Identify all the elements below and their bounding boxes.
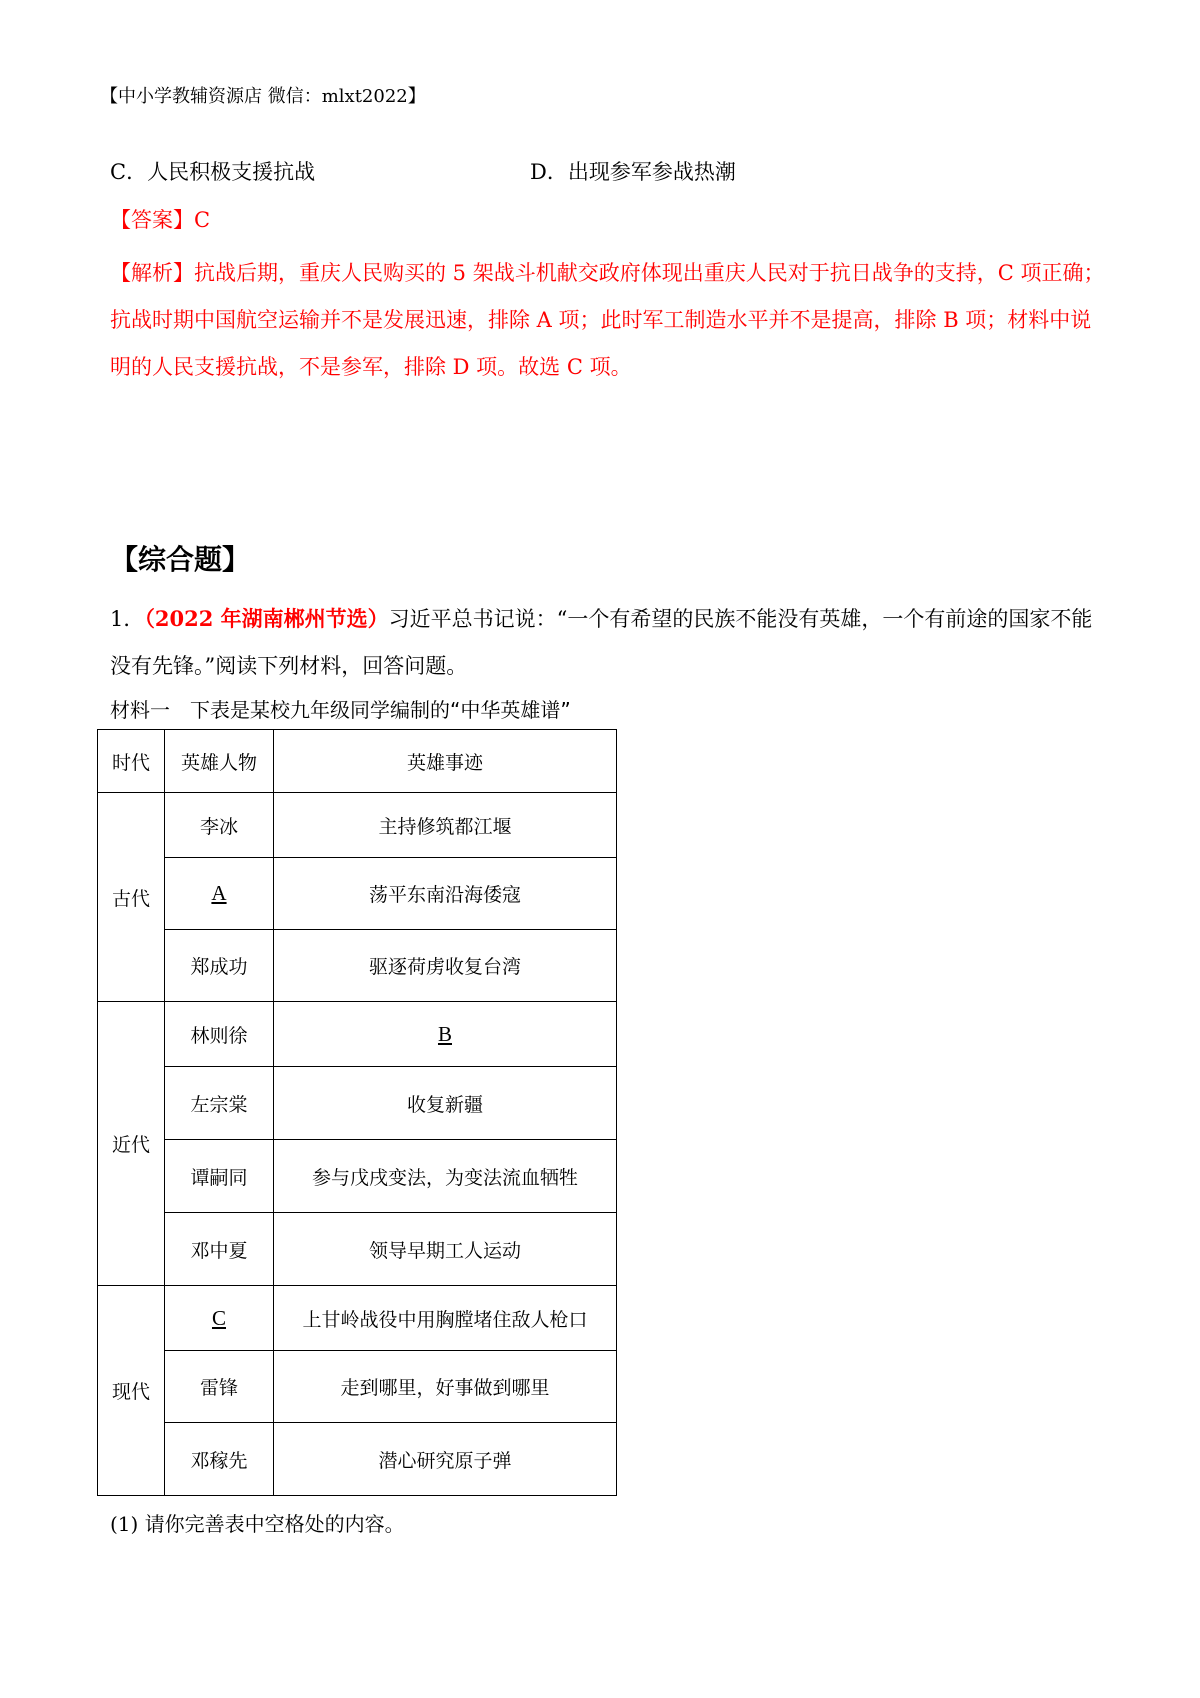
header-deed: 英雄事迹 (274, 730, 617, 793)
table-row (98, 793, 617, 858)
question-text: 习近平总书记说：“一个有希望的民族不能没有英雄，一个有前途的国家不能没有先锋。”阅读下列材料，回答问题。 (110, 607, 1093, 678)
name-cell: 林则徐 (165, 1002, 274, 1067)
name-cell: 邓稼先 (165, 1423, 274, 1496)
table-row (98, 1140, 617, 1213)
blank-b: B (437, 1021, 452, 1046)
hero-table (97, 729, 617, 1496)
option-c: C．人民积极支援抗战 (110, 160, 316, 184)
name-cell (165, 858, 274, 930)
question-number: 1． (110, 607, 145, 631)
table-header-row (98, 730, 617, 793)
question-source: （2022 年湖南郴州节选） (144, 606, 389, 631)
header-era: 时代 (98, 730, 165, 793)
section-title: 【综合题】 (110, 543, 251, 576)
name-cell: 左宗棠 (165, 1067, 274, 1140)
page-header: 【中小学教辅资源店 微信：mlxt2022】 (100, 86, 426, 107)
table-row (98, 930, 617, 1002)
blank-a: A (211, 881, 227, 905)
deed-cell: 参与戊戌变法，为变法流血牺牲 (274, 1140, 617, 1213)
deed-cell: 领导早期工人运动 (274, 1213, 617, 1286)
table-row (98, 1213, 617, 1286)
era-cell: 古代 (98, 793, 165, 1002)
material-intro: 材料一 下表是某校九年级同学编制的“中华英雄谱” (110, 698, 571, 722)
deed-cell: 走到哪里，好事做到哪里 (274, 1351, 617, 1423)
blank-c: C (211, 1305, 226, 1330)
header-name: 英雄人物 (165, 730, 274, 793)
deed-cell: 收复新疆 (274, 1067, 617, 1140)
name-cell (165, 1286, 274, 1351)
question-1 (110, 595, 1110, 690)
deed-cell: 潜心研究原子弹 (274, 1423, 617, 1496)
name-cell: 邓中夏 (165, 1213, 274, 1286)
era-cell: 近代 (98, 1002, 165, 1286)
table-row (98, 1002, 617, 1067)
name-cell: 谭嗣同 (165, 1140, 274, 1213)
name-cell: 郑成功 (165, 930, 274, 1002)
table-row (98, 1286, 617, 1351)
table-row (98, 858, 617, 930)
deed-cell (274, 1002, 617, 1067)
table-row (98, 1423, 617, 1496)
table-row (98, 1351, 617, 1423)
answer-line: 【答案】C (110, 208, 211, 232)
table-row (98, 1067, 617, 1140)
name-cell: 雷锋 (165, 1351, 274, 1423)
analysis-paragraph: 【解析】抗战后期，重庆人民购买的 5 架战斗机献交政府体现出重庆人民对于抗日战争的支持，C 项正确；抗战时期中国航空运输并不是发展迅速，排除 A 项；此时军工制造水平并不是提高，排除 B 项；材料中说明的人民支援抗战，不是参军，排除 D 项。故选 C 项。 (110, 261, 1105, 379)
era-cell: 现代 (98, 1286, 165, 1496)
deed-cell: 主持修筑都江堰 (274, 793, 617, 858)
name-cell: 李冰 (165, 793, 274, 858)
option-d: D．出现参军参战热潮 (530, 160, 736, 184)
sub-question-1: (1) 请你完善表中空格处的内容。 (110, 1512, 405, 1536)
deed-cell: 驱逐荷虏收复台湾 (274, 930, 617, 1002)
deed-cell: 荡平东南沿海倭寇 (274, 858, 617, 930)
deed-cell: 上甘岭战役中用胸膛堵住敌人枪口 (274, 1286, 617, 1351)
